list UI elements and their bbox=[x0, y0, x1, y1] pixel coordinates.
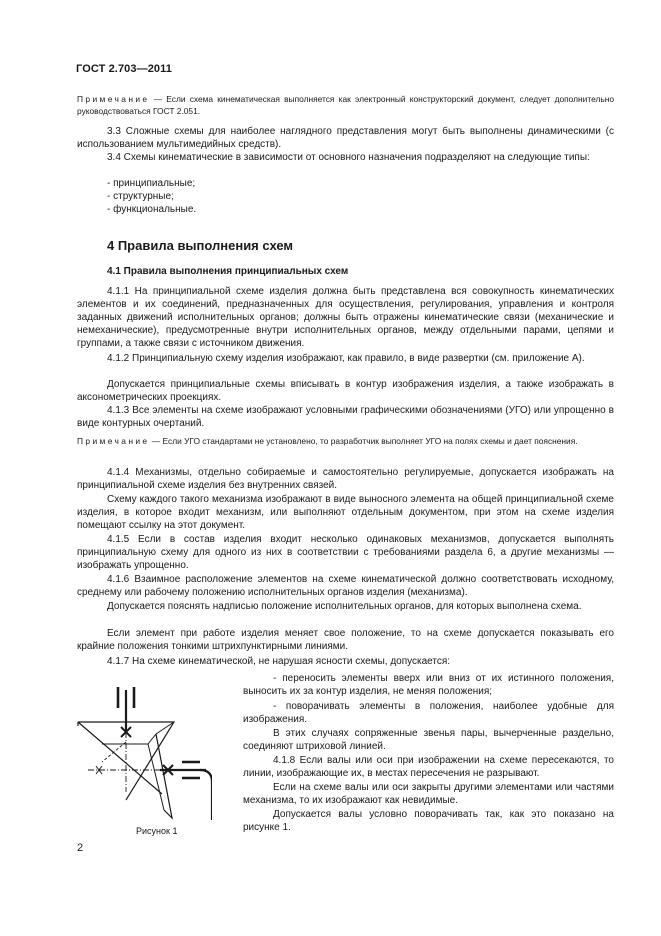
gear-inner-edge-b bbox=[156, 722, 174, 734]
paragraph-3-3: 3.3 Сложные схемы для наиболее наглядного представления могут быть выполнены динамическими (с использованием мультимедийных средств). bbox=[77, 126, 614, 150]
page-number: 2 bbox=[77, 842, 84, 854]
note-ugo bbox=[77, 435, 614, 447]
list-item-type-functional: - функциональные. bbox=[107, 204, 197, 215]
section-4-heading: 4 Правила выполнения схем bbox=[107, 238, 294, 253]
paragraph-4-1-1: 4.1.1 На принципиальной схеме изделия должна быть представлена вся совокупность кинематических элементов и их соединений, предназначенных для осуществления, регулирования, управления и контроля заданных движений исполнительных органов; должны быть отражены кинематические связи (механические и немеханические), предусмотренные внутри исполнительных органов, между отдельными парами, цепями и группами, а также связи с источником движения. bbox=[77, 286, 614, 349]
shaft-bend-down bbox=[200, 770, 212, 820]
paragraph-4-1-7-dashed: В этих случаях сопряженные звенья пары, вычерченные раздельно, соединяют штриховой линией. bbox=[243, 728, 614, 752]
list-item-type-structural: - структурные; bbox=[107, 191, 174, 202]
paragraph-4-1-7: 4.1.7 На схеме кинематической, не нарушая ясности схемы, допускается: bbox=[107, 656, 451, 667]
figure-1-caption: Рисунок 1 bbox=[136, 826, 178, 836]
note-label: Примечание bbox=[77, 94, 150, 104]
gear-side-inner bbox=[148, 744, 164, 810]
paragraph-4-1-6: 4.1.6 Взаимное расположение элементов на схеме кинематической должно соответствовать исходному, среднему или рабочему положению исполнительных органов изделия (механизма). bbox=[77, 574, 614, 598]
paragraph-4-1-3: 4.1.3 Все элементы на схеме изображают условными графическими обозначениями (УГО) или упрощенно в виде контурных очертаний. bbox=[77, 405, 614, 429]
paragraph-4-1-6-extreme: Если элемент при работе изделия меняет свое положение, то на схеме допускается показывать его крайние положения тонкими штрихпунктирными линиями. bbox=[77, 628, 614, 652]
paragraph-4-1-8: 4.1.8 Если валы или оси при изображении на схеме пересекаются, то линии, изображающие их, в местах пересечения не разрывают. bbox=[243, 755, 614, 779]
paragraph-4-1-2-cont: Допускается принципиальные схемы вписывать в контур изображения изделия, а также изображать в аксонометрических проекциях. bbox=[77, 379, 614, 403]
note-electronic-document bbox=[77, 93, 614, 117]
gear-side-plate bbox=[156, 734, 172, 818]
note-label: Примечание bbox=[77, 436, 150, 446]
paragraph-4-1-6-cont: Допускается пояснять надписью положение исполнительных органов, для которых выполнена схема. bbox=[107, 601, 582, 612]
gear-diagonal bbox=[78, 722, 162, 794]
paragraph-4-1-4: 4.1.4 Механизмы, отдельно собираемые и самостоятельно регулируемые, допускается изображать на принципиальной схеме изделия без внутренних связей. bbox=[77, 467, 614, 491]
paragraph-4-1-8-rotate: Допускается валы условно поворачивать так, как это показано на рисунке 1. bbox=[243, 809, 614, 833]
paragraph-4-1-7-move: - переносить элементы вверх или вниз от их истинного положения, выносить их за контур изделия, не меняя положения; bbox=[243, 673, 614, 697]
paragraph-4-1-5: 4.1.5 Если в состав изделия входит несколько одинаковых механизмов, допускается выполнять принципиальную схему для одного из них в соответствии с требованиями раздела 6, а другие механизмы — изображать упрощенно. bbox=[77, 534, 614, 571]
list-item-type-principal: - принципиальные; bbox=[107, 178, 196, 189]
paragraph-4-1-7-rotate: - поворачивать элементы в положения, наиболее удобные для изображения. bbox=[243, 701, 614, 725]
paragraph-4-1-4-cont: Схему каждого такого механизма изображают в виде выносного элемента на общей принципиальной схеме изделия, в которое входит механизм, или выполняют отдельным документом, при этом на схеме изделия помещают ссылку на этот документ. bbox=[77, 494, 614, 531]
gear-inner-edge bbox=[148, 734, 156, 744]
paragraph-4-1-2: 4.1.2 Принципиальную схему изделия изображают, как правило, в виде развертки (см. приложение А). bbox=[107, 353, 585, 364]
paragraph-3-4: 3.4 Схемы кинематические в зависимости от основного назначения подразделяют на следующие типы: bbox=[107, 152, 590, 163]
document-header-code: ГОСТ 2.703—2011 bbox=[76, 63, 172, 75]
note-text: — Если схема кинематическая выполняется как электронный конструкторский документ, следует дополнительно руководствоваться ГОСТ 2.051. bbox=[77, 94, 614, 116]
figure-1-kinematic-diagram bbox=[72, 682, 212, 822]
note-text: — Если УГО стандартами не установлено, то разработчик выполняет УГО на полях схемы и дает пояснения. bbox=[149, 436, 578, 446]
paragraph-4-1-8-hidden: Если на схеме валы или оси закрыты другими элементами или частями механизма, то их изображают как невидимые. bbox=[243, 782, 614, 806]
subsection-4-1-heading: 4.1 Правила выполнения принципиальных схем bbox=[107, 266, 349, 277]
